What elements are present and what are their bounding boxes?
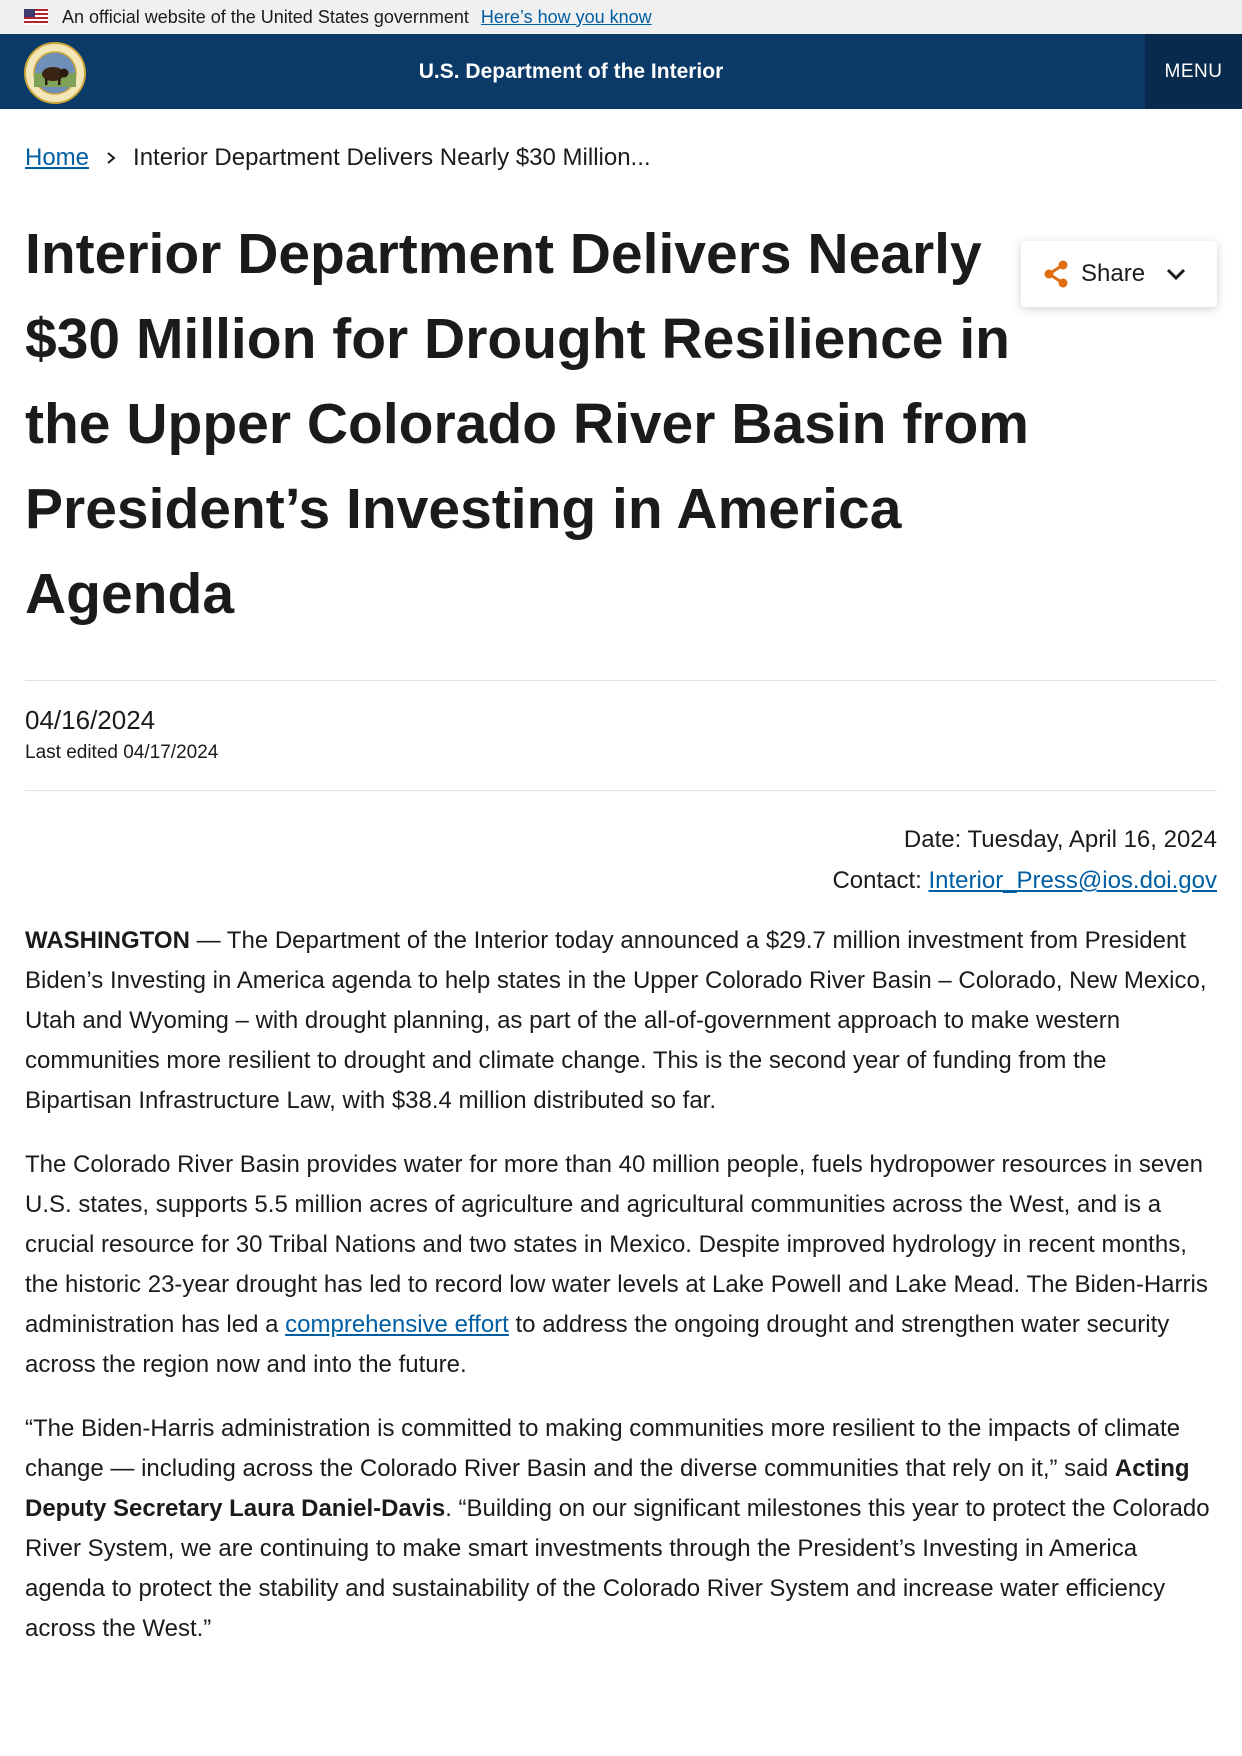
share-label: Share — [1081, 260, 1146, 287]
share-icon — [1043, 260, 1069, 288]
contact-email-link[interactable]: Interior_Press@ios.doi.gov — [928, 867, 1217, 894]
comprehensive-effort-link[interactable]: comprehensive effort — [285, 1311, 509, 1338]
breadcrumb — [25, 142, 1217, 174]
press-date: Date: Tuesday, April 16, 2024 — [903, 826, 1217, 853]
site-header — [0, 34, 1242, 109]
heres-how-you-know-link[interactable]: Here’s how you know — [480, 6, 652, 27]
gov-banner — [0, 0, 1242, 34]
paragraph-3-text-b: . “Building on our significant milestones this year to protect the Colorado River System, we are continuing to make smart investments through the President’s Investing in America agenda to protect the stability and sustainability of the Colorado River System and increase water efficiency across the West.” — [25, 1495, 1210, 1642]
breadcrumb-current: Interior Department Delivers Nearly $30 Million... — [133, 144, 651, 171]
divider — [25, 680, 1217, 681]
main-content — [0, 142, 1242, 1649]
breadcrumb-home-link[interactable]: Home — [25, 144, 90, 171]
chevron-right-icon — [105, 151, 117, 165]
site-title[interactable]: U.S. Department of the Interior — [418, 59, 724, 83]
last-edited: Last edited 04/17/2024 — [25, 742, 219, 763]
gov-banner-text: An official website of the United States government — [62, 6, 469, 27]
dateline: WASHINGTON — [25, 927, 190, 954]
page-title: Interior Department Delivers Nearly $30 Million for Drought Resilience in the Upper Colorado River Basin from President’s Investing in America Agenda — [25, 222, 1029, 626]
doi-seal-icon[interactable] — [24, 42, 86, 104]
us-flag-icon — [24, 9, 48, 25]
paragraph-2 — [25, 1145, 1217, 1385]
paragraph-2-text-a: The Colorado River Basin provides water for more than 40 million people, fuels hydropower resources in seven U.S. states, supports 5.5 million acres of agriculture and agricultural communities across the West, and is a crucial resource for 30 Tribal Nations and two states in Mexico. Despite improved hydrology in recent months, the historic 23-year drought has led to record low water levels at Lake Powell and Lake Mead. The Biden-Harris administration has led a — [25, 1151, 1208, 1338]
paragraph-1-text: — The Department of the Interior today announced a $29.7 million investment from President Biden’s Investing in America agenda to help states in the Upper Colorado River Basin – Colorado, New Mexico, Utah and Wyoming – with drought planning, as part of the all-of-government approach to make western communities more resilient to drought and climate change. This is the second year of funding from the Bipartisan Infrastructure Law, with $38.4 million distributed so far. — [25, 927, 1207, 1114]
paragraph-3 — [25, 1409, 1217, 1649]
paragraph-1 — [25, 921, 1217, 1121]
contact-label: Contact: — [832, 867, 929, 894]
chevron-down-icon — [1165, 267, 1187, 281]
menu-button[interactable]: MENU — [1145, 34, 1242, 109]
quote-attribution: Acting Deputy Secretary Laura Daniel-Davis — [25, 1455, 1190, 1522]
press-meta — [25, 819, 1217, 901]
paragraph-3-text-a: “The Biden-Harris administration is committed to making communities more resilient to the impacts of climate change — including across the Colorado River Basin and the diverse communities that rely on it,” said — [25, 1415, 1181, 1482]
paragraph-2-text-b: to address the ongoing drought and strengthen water security across the region now and into the future. — [25, 1311, 1170, 1378]
publish-date: 04/16/2024 — [25, 705, 156, 735]
press-contact — [25, 860, 1217, 901]
share-button[interactable] — [1021, 241, 1217, 307]
divider — [25, 790, 1217, 791]
